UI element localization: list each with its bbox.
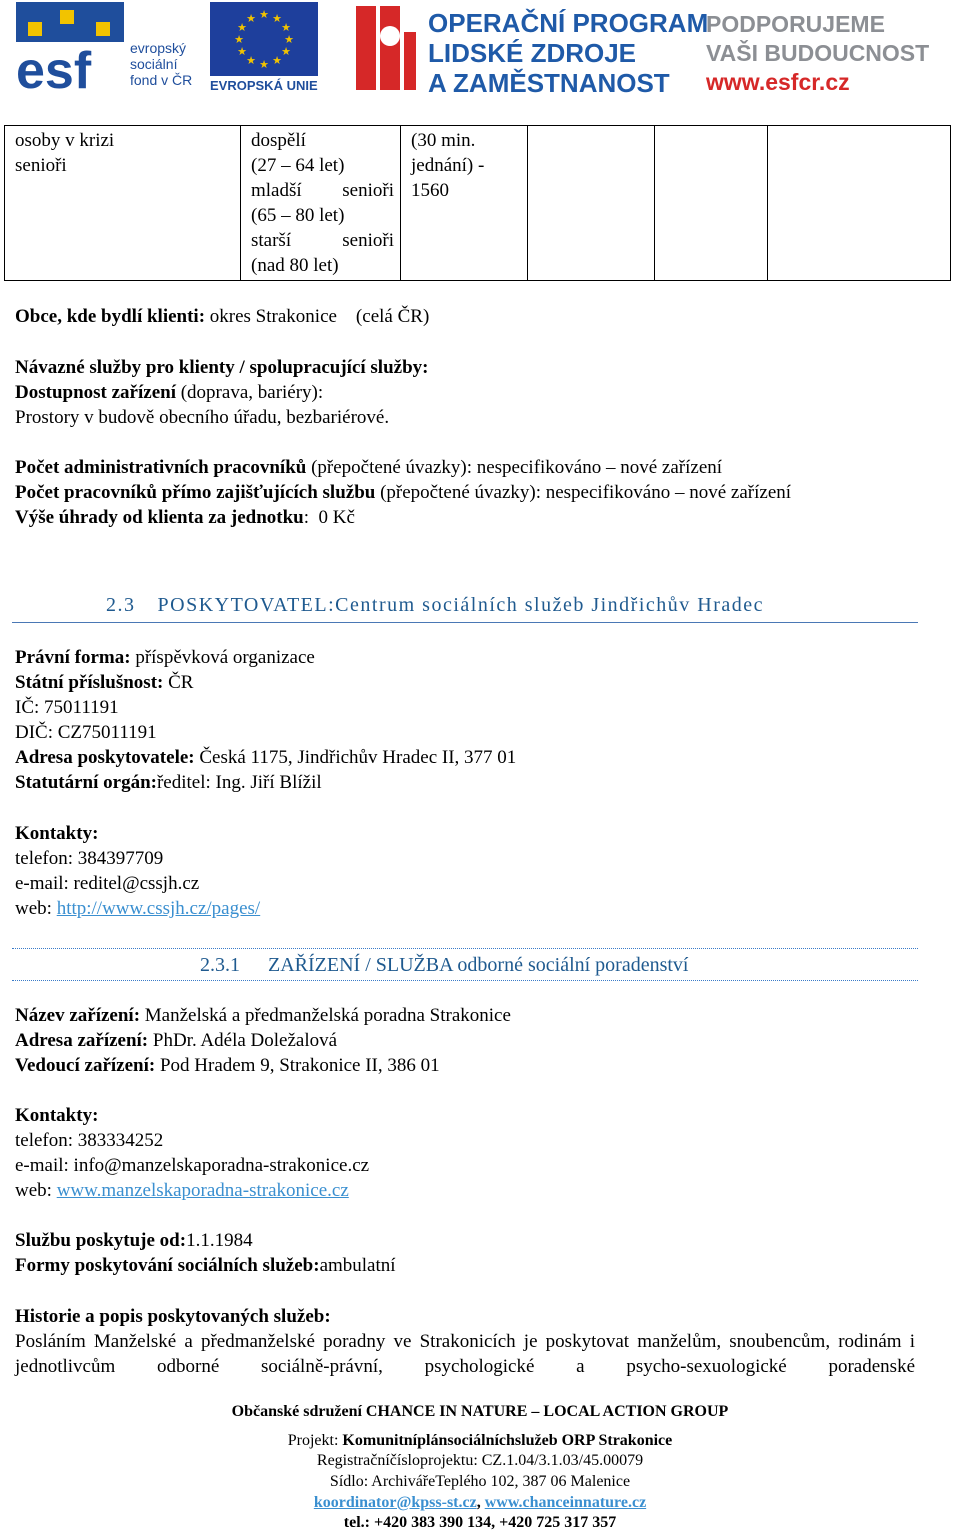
statutar-line [15,770,322,795]
footer-tel: tel.: +420 383 390 134, +420 725 317 357 [343,1514,617,1531]
footer-org: Občanské sdružení CHANCE IN NATURE – LOCAL ACTION GROUP [231,1403,729,1420]
dostupnost-label: Dostupnost zařízení [15,382,176,403]
cell-line: starší senioři [251,230,394,251]
esf-logo-graphic [16,2,124,94]
facility-telefon: telefon: 383334252 [15,1130,164,1151]
svg-text:★: ★ [234,33,244,46]
esf-line-2: sociální [130,56,178,72]
pracovnici-value: (přepočtené úvazky): nespecifikováno – nové zařízení [375,482,792,503]
table-cell-empty [528,126,655,281]
footer-projekt-name: Komunitníplánsociálníchslužeb ORP Strakonice [342,1432,673,1449]
cell-line: (30 min. [411,130,476,151]
sluzbu-od-label: Službu poskytuje od: [15,1230,187,1251]
formy-label: Formy poskytování sociálních služeb: [15,1255,320,1276]
svg-text:★: ★ [237,45,247,58]
heading-2-3-1 [200,953,689,978]
table-cell-capacity [401,126,528,281]
cell-line: (nad 80 let) [251,255,339,276]
heading-2-3-rule [12,622,918,623]
op-line-2: LIDSKÉ ZDROJE [428,38,637,68]
svg-text:★: ★ [281,21,291,34]
cell-line: 1560 [411,180,449,201]
pod-line-1: PODPORUJEME [706,11,885,37]
op-line-3: A ZAMĚSTNANOST [428,68,670,98]
provider-web-line [15,896,260,921]
sluzbu-od-value: 1.1.1984 [186,1230,253,1251]
eu-flag [210,2,318,76]
cell-line: (27 – 64 let) [251,155,345,176]
footer-email-link[interactable]: koordinator@kpss-st.cz [313,1494,477,1511]
podporujeme-block [706,10,929,97]
vedouci-value: Pod Hradem 9, Strakonice II, 386 01 [155,1055,440,1076]
table-row [5,126,951,281]
ic-line: IČ: 75011191 [15,697,119,718]
adresa-poskytovatele-label: Adresa poskytovatele: [15,747,195,768]
pravni-forma-label: Právní forma: [15,647,131,668]
facility-web-prefix: web: [15,1180,57,1201]
table-cell-age [241,126,401,281]
footer-projekt [0,1430,960,1451]
table-cell-empty [655,126,768,281]
heading-2-3-1-title: ZAŘÍZENÍ / SLUŽBA odborné sociální poradenství [268,954,689,976]
obce-value: okres Strakonice (celá ČR) [205,306,430,327]
esf-logo-text: esf [16,42,92,94]
vedouci-label: Vedoucí zařízení: [15,1055,156,1076]
uhrada-label: Výše úhrady od klienta za jednotku [15,507,304,528]
heading-2-3 [106,594,764,617]
svg-text:★: ★ [237,21,247,34]
vedouci-line [15,1053,440,1078]
obce-line [15,304,429,329]
footer-reg: Registračníčísloprojektu: CZ.1.04/3.1.03/45.00079 [316,1452,644,1469]
pracovnici-label: Počet pracovníků přímo zajišťujících službu [15,482,376,503]
cell-line: dospělí [251,130,306,151]
cell-line: senioři [15,155,67,176]
pod-web: www.esfcr.cz [706,69,850,95]
statni-value: ČR [163,672,194,693]
cell-line: jednání) - [411,155,485,176]
facility-email: e-mail: info@manzelskaporadna-strakonice.cz [15,1155,370,1176]
op-title [428,8,708,98]
nazev-value: Manželská a předmanželská poradna Strakonice [140,1005,511,1026]
adresa-zarizeni-label: Adresa zařízení: [15,1030,149,1051]
nazev-line [15,1003,511,1028]
cell-line: osoby v krizi [15,130,115,151]
heading-2-3-1-number: 2.3.1 [200,954,240,976]
admin-value: (přepočtené úvazky): nespecifikováno – nové zařízení [306,457,723,478]
dic-line: DIČ: CZ75011191 [15,722,157,743]
svg-text:★: ★ [259,8,269,21]
svg-text:★: ★ [259,58,269,71]
provider-web-link[interactable]: http://www.cssjh.cz/pages/ [56,898,261,919]
obce-label: Obce, kde bydlí klienti: [15,306,206,327]
footer-projekt-prefix: Projekt: [287,1432,343,1449]
target-group-table [4,125,951,281]
footer-sep: , [476,1494,485,1511]
provider-telefon: telefon: 384397709 [15,848,164,869]
uhrada-value: : 0 Kč [303,507,355,528]
adresa-poskytovatele-line [15,745,516,770]
dostupnost-line [15,380,323,405]
eu-label: EVROPSKÁ UNIE [210,78,318,93]
esf-line-1: evropský [130,40,187,56]
heading-2-3-title: POSKYTOVATEL:Centrum sociálních služeb Jindřichův Hradec [157,594,765,616]
admin-label: Počet administrativních pracovníků [15,457,307,478]
facility-web-link[interactable]: www.manzelskaporadna-strakonice.cz [56,1180,349,1201]
pod-line-2: VAŠI BUDOUCNOST [706,40,930,66]
historie-text: Posláním Manželské a předmanželské poradny ve Strakonicích je poskytovat manželům, snoubencům, rodinám i jednotlivcům odborné sociálně-právní, psychologické a psycho-sexuologické poradenské [15,1331,915,1377]
esf-caption [130,40,192,88]
pravni-forma-line [15,645,315,670]
heading-2-3-1-bottom-rule [12,980,918,981]
op-logo-icon [354,2,418,94]
formy-line [15,1253,396,1278]
provider-kontakty-label: Kontakty: [15,823,99,844]
adresa-poskytovatele-value: Česká 1175, Jindřichův Hradec II, 377 01 [194,747,517,768]
historie-label: Historie a popis poskytovaných služeb: [15,1306,331,1327]
facility-web-line [15,1178,349,1203]
statutar-value: ředitel: Ing. Jiří Blížil [156,772,322,793]
heading-2-3-number: 2.3 [106,594,136,616]
pracovnici-line [15,480,791,505]
formy-value: ambulatní [319,1255,396,1276]
statni-line [15,670,193,695]
footer-sidlo: Sídlo: ArchivářeTeplého 102, 387 06 Malenice [329,1473,631,1490]
table-cell-empty [768,126,951,281]
svg-text:★: ★ [246,54,256,67]
dostupnost-value: (doprava, bariéry): [175,382,324,403]
pravni-forma-value: příspěvková organizace [130,647,315,668]
statni-label: Státní příslušnost: [15,672,164,693]
esf-logo [16,2,124,94]
svg-text:★: ★ [246,12,256,25]
svg-text:★: ★ [281,45,291,58]
svg-text:★: ★ [284,33,294,46]
provider-web-prefix: web: [15,898,57,919]
eu-stars-icon [210,2,318,76]
nazev-label: Název zařízení: [15,1005,141,1026]
op-line-1: OPERAČNÍ PROGRAM [428,8,709,38]
provider-email: e-mail: reditel@cssjh.cz [15,873,200,894]
svg-text:★: ★ [272,54,282,67]
adresa-zarizeni-value: PhDr. Adéla Doležalová [148,1030,338,1051]
table-cell-target [5,126,241,281]
cell-line: mladší senioři [251,180,394,201]
op-logo-mark [354,2,418,94]
prostory-text: Prostory v budově obecního úřadu, bezbariérové. [15,407,390,428]
uhrada-line [15,505,355,530]
esf-line-3: fond v ČR [130,72,193,88]
statutar-label: Statutární orgán: [15,772,157,793]
adresa-zarizeni-line [15,1028,337,1053]
footer-links [0,1492,960,1513]
cell-line: (65 – 80 let) [251,205,345,226]
footer-web-link[interactable]: www.chanceinnature.cz [484,1494,647,1511]
svg-text:★: ★ [272,12,282,25]
navazne-label: Návazné služby pro klienty / spolupracující služby: [15,357,429,378]
sluzbu-od-line [15,1228,253,1253]
facility-kontakty-label: Kontakty: [15,1105,99,1126]
heading-2-3-1-top-rule [12,948,918,949]
admin-line [15,455,722,480]
